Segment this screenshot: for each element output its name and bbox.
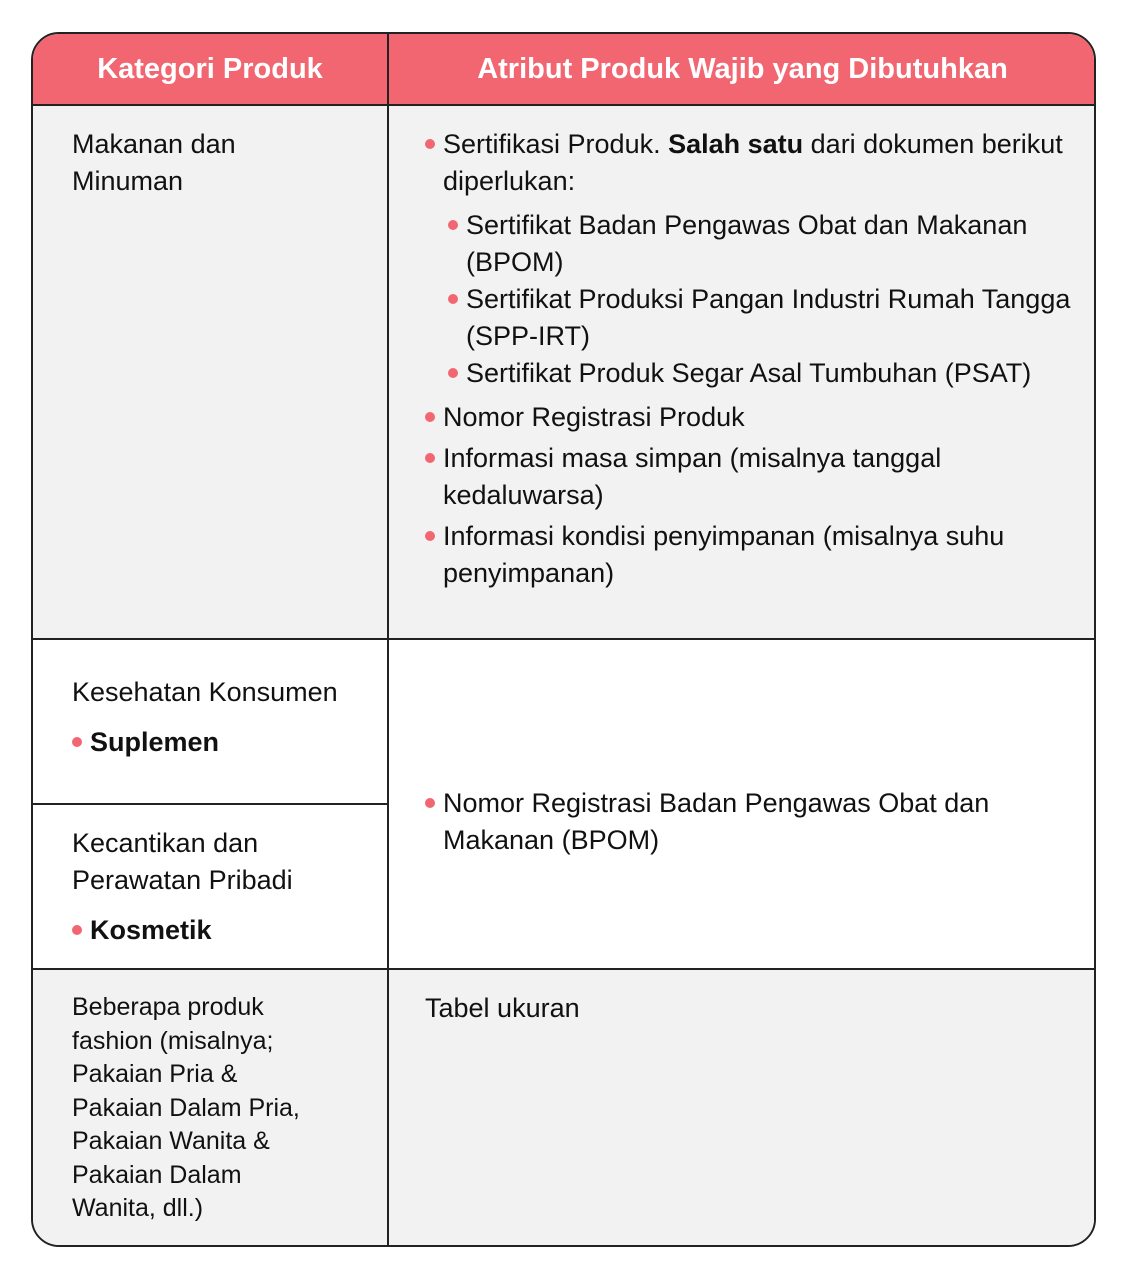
subcategory-supplement: Suplemen: [72, 724, 382, 761]
list-item: Sertifikat Produk Segar Asal Tumbuhan (PSAT): [448, 355, 1085, 392]
item-text: dari dokumen berikut diperlukan:: [443, 129, 1063, 196]
row-divider: [33, 803, 387, 805]
list-item: Sertifikat Produksi Pangan Industri Rumah Tangga (SPP-IRT): [448, 281, 1085, 355]
category-food-beverage: Makanan dan Minuman: [72, 129, 236, 196]
category-name: Kesehatan Konsumen: [72, 677, 338, 707]
list-item: Informasi masa simpan (misalnya tanggal kedaluwarsa): [425, 440, 1085, 514]
list-item: Nomor Registrasi Produk: [425, 399, 1085, 436]
list-item: [425, 126, 1085, 200]
item-emphasis: Salah satu: [668, 129, 804, 159]
item-text: Sertifikasi Produk.: [443, 129, 669, 159]
header-attributes: Atribut Produk Wajib yang Dibutuhkan: [477, 53, 1008, 85]
row-divider: [33, 968, 1094, 970]
list-item: Sertifikat Badan Pengawas Obat dan Makanan (BPOM): [448, 207, 1085, 281]
list-item: Nomor Registrasi Badan Pengawas Obat dan Makanan (BPOM): [425, 785, 1075, 859]
attributes-fashion: Tabel ukuran: [425, 993, 580, 1023]
attributes-health-beauty: [425, 785, 1075, 859]
category-fashion: Beberapa produk fashion (misalnya; Pakaian Pria & Pakaian Dalam Pria, Pakaian Wanita & Pakaian Dalam Wanita, dll.): [72, 993, 300, 1222]
subcategory-cosmetic: Kosmetik: [72, 912, 342, 949]
list-item: Informasi kondisi penyimpanan (misalnya suhu penyimpanan): [425, 518, 1085, 592]
category-consumer-health: [72, 674, 382, 761]
row-divider: [33, 638, 1094, 640]
category-name: Kecantikan dan Perawatan Pribadi: [72, 828, 293, 895]
product-attribute-table: [31, 32, 1096, 1247]
table-header: [33, 34, 1094, 106]
attributes-food-beverage: [425, 126, 1085, 592]
category-beauty-care: [72, 825, 342, 949]
header-category: Kategori Produk: [97, 53, 323, 85]
